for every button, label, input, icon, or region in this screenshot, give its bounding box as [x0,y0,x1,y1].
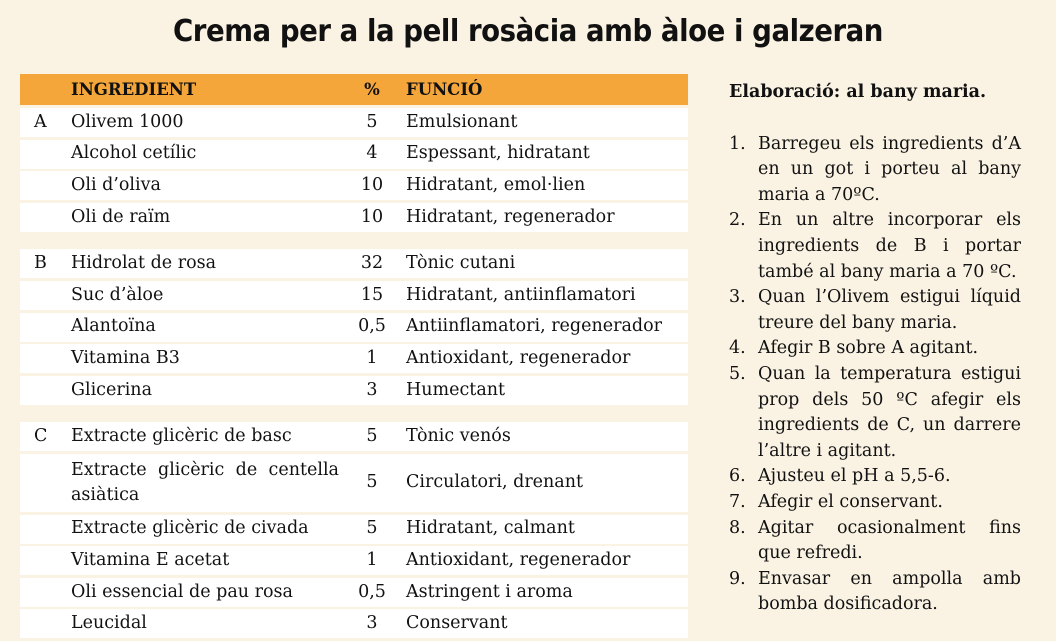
ingredient-cell [71,376,339,405]
step-text: Ajusteu el pH a 5,5-6. [758,466,951,487]
function-cell: Hidratant, calmant [406,518,575,539]
percent-cell: 0,5 [358,316,386,337]
ingredient-name: Leucidal [71,613,147,634]
step-text: Envasar en ampolla amb bomba dosificadora. [758,568,1021,615]
elaboration-step [729,464,1021,490]
table-row [20,546,688,575]
table-row [20,344,688,373]
percent-cell: 0,5 [358,581,386,602]
ingredient-name: Oli d’oliva [71,175,161,195]
group-label [34,546,64,575]
ingredient-cell [71,454,339,512]
elaboration-steps [729,132,1021,618]
function-cell: Tònic cutani [406,253,516,274]
ingredient-name: Olivem 1000 [71,111,184,132]
ingredient-cell [71,171,339,200]
group-label [34,171,64,200]
ingredient-name: Oli de raïm [71,206,171,227]
ingredient-cell [71,515,339,544]
group-label [34,140,64,169]
ingredient-cell [71,546,339,575]
elaboration-step [729,516,1021,567]
function-cell: Antioxidant, regenerador [406,347,631,368]
table-header-row [20,74,688,105]
table-row [20,376,688,405]
step-text: Agitar ocasionalment fins que refredi. [758,517,1021,564]
step-number: 1. [729,133,746,154]
percent-cell: 5 [366,426,378,447]
ingredient-name: Oli essencial de pau rosa [71,581,293,602]
ingredient-cell [71,578,339,607]
header-function: FUNCIÓ [406,79,483,99]
ingredient-cell [71,422,339,451]
header-percent: % [364,79,380,99]
function-cell: Hidratant, emol·lien [406,175,586,195]
group-label [34,344,64,373]
group-label: A [34,111,47,132]
percent-cell: 4 [366,143,378,164]
step-text: Afegir B sobre A agitant. [758,338,979,359]
ingredient-name: Glicerina [71,379,152,400]
group-label [34,454,64,512]
elaboration-step [729,362,1021,464]
elaboration-panel [729,80,1021,618]
elaboration-step [729,208,1021,285]
percent-cell: 5 [366,472,378,493]
ingredient-cell [71,313,339,342]
table-row [20,249,688,278]
group-label [34,203,64,232]
elaboration-step [729,490,1021,516]
elaboration-step [729,336,1021,362]
step-text: Quan l’Olivem estigui líquid treure del bany maria. [758,287,1021,333]
header-ingredient: INGREDIENT [71,79,197,99]
function-cell: Astringent i aroma [406,581,573,602]
percent-cell: 3 [366,613,378,634]
function-cell: Antiinflamatori, regenerador [406,316,663,337]
ingredient-cell [71,344,339,373]
percent-cell: 1 [366,347,378,368]
ingredient-name: Alantoïna [71,316,156,337]
group-label [34,515,64,544]
step-number: 7. [729,491,746,512]
ingredient-name: Extracte glicèric de centella asiàtica [71,459,339,505]
function-cell: Circulatori, drenant [406,472,584,493]
function-cell: Tònic venós [406,426,511,447]
percent-cell: 10 [360,206,384,227]
step-number: 6. [729,466,746,487]
group-label [34,609,64,638]
ingredient-name: Hidrolat de rosa [71,253,217,274]
group-label [34,313,64,342]
table-row [20,609,688,638]
step-text: Afegir el conservant. [758,491,943,512]
table-row [20,313,688,342]
ingredient-name: Extracte glicèric de civada [71,518,309,539]
ingredients-table [20,74,688,641]
step-text: En un altre incorporar els ingredients de B i portar també al bany maria a 70 ºC. [758,210,1021,282]
elaboration-step [729,132,1021,209]
table-row [20,515,688,544]
table-row [20,454,688,512]
ingredient-name: Alcohol cetílic [71,143,197,164]
function-cell: Emulsionant [406,111,518,132]
group-label [34,376,64,405]
group-label: C [34,426,48,447]
function-cell: Conservant [406,613,508,634]
ingredient-name: Suc d’àloe [71,284,164,305]
step-number: 2. [729,210,746,231]
percent-cell: 15 [360,284,384,305]
percent-cell: 1 [366,549,378,570]
function-cell: Espessant, hidratant [406,143,590,164]
elaboration-title: Elaboració: al bany maria. [729,82,987,102]
table-row [20,203,688,232]
ingredient-cell [71,140,339,169]
percent-cell: 10 [360,175,384,195]
function-cell: Antioxidant, regenerador [406,549,631,570]
percent-cell: 32 [360,253,384,274]
ingredient-name: Vitamina E acetat [71,549,230,570]
page-title: Crema per a la pell rosàcia amb àloe i galzeran [173,14,883,49]
step-number: 4. [729,338,746,359]
group-label: B [34,253,47,274]
table-row [20,281,688,310]
ingredient-cell [71,281,339,310]
step-number: 3. [729,287,746,308]
table-row [20,578,688,607]
step-number: 8. [729,517,746,538]
step-number: 5. [729,363,746,384]
percent-cell: 5 [366,518,378,539]
table-row [20,140,688,169]
table-body [20,108,688,638]
ingredient-cell [71,108,339,137]
group-spacer [20,234,688,249]
ingredient-name: Extracte glicèric de basc [71,426,292,447]
function-cell: Hidratant, regenerador [406,206,615,227]
step-number: 9. [729,568,746,589]
percent-cell: 3 [366,379,378,400]
ingredient-cell [71,249,339,278]
elaboration-step [729,285,1021,336]
function-cell: Hidratant, antiinflamatori [406,284,636,305]
ingredient-cell [71,203,339,232]
group-label [34,578,64,607]
step-text: Quan la temperatura estigui prop dels 50 ºC afegir els ingredients de C, un darrere l’altre i agitant. [758,363,1021,461]
function-cell: Humectant [406,379,506,400]
table-row [20,171,688,200]
table-row [20,422,688,451]
ingredient-cell [71,609,339,638]
table-row [20,108,688,137]
elaboration-step [729,567,1021,618]
group-spacer [20,407,688,422]
step-text: Barregeu els ingredients d’A en un got i porteu al bany maria a 70ºC. [758,133,1021,205]
ingredient-name: Vitamina B3 [71,347,180,368]
percent-cell: 5 [366,111,378,132]
group-label [34,281,64,310]
